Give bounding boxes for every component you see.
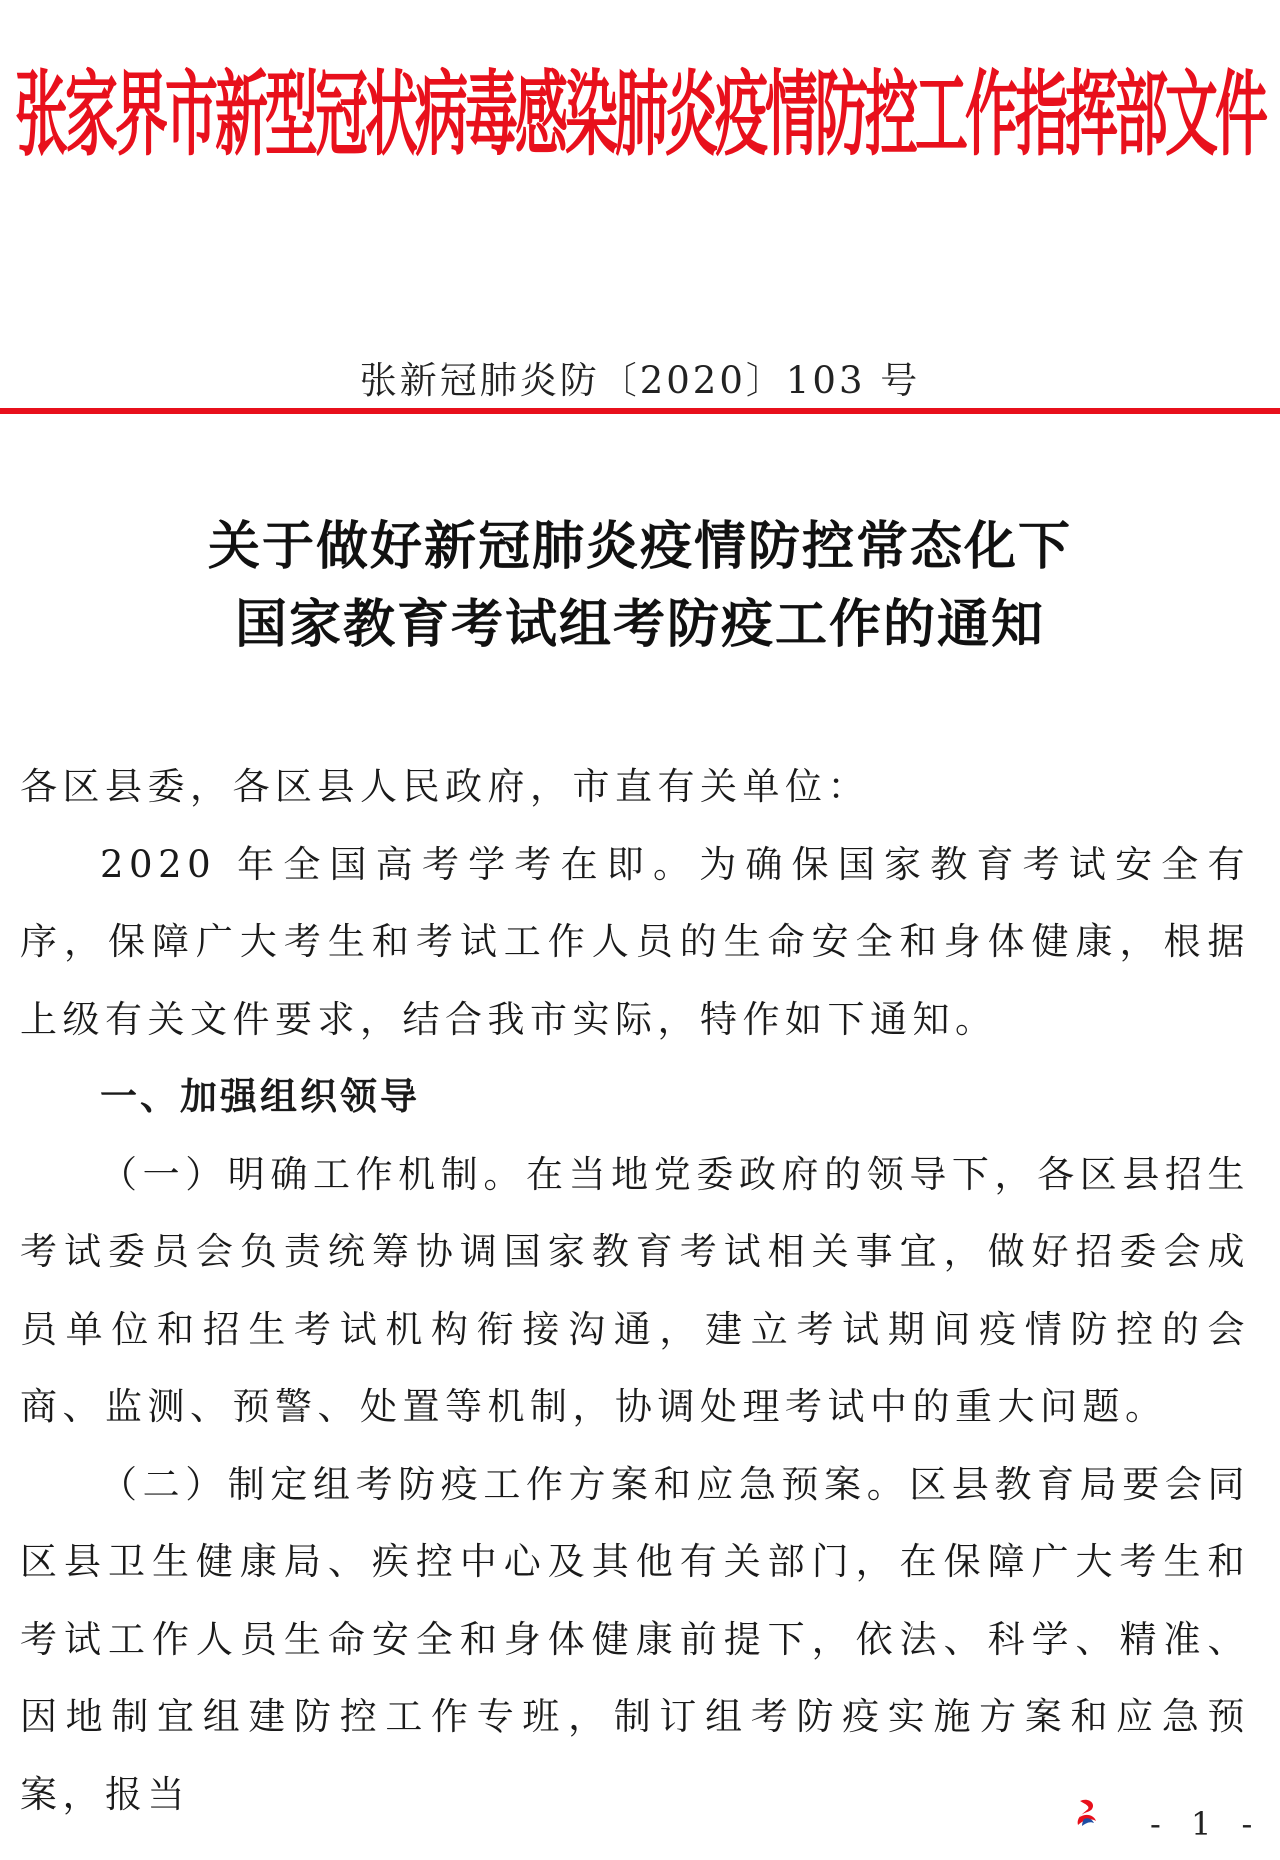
flame-logo-icon (1070, 1795, 1104, 1829)
item-1-text: 在当地党委政府的领导下，各区县招生考试委员会负责统筹协调国家教育考试相关事宜，做好招委会成员单位和招生考试机构衔接沟通，建立考试期间疫情防控的会商、监测、预警、处置等机制，协调处理考试中的重大问题。 (20, 1152, 1251, 1428)
document-body (20, 748, 1250, 1833)
item-2-lead: （二）制定组考防疫工作方案和应急预案。 (100, 1462, 910, 1506)
intro-paragraph: 2020 年全国高考学考在即。为确保国家教育考试安全有序，保障广大考生和考试工作人员的生命安全和身体健康，根据上级有关文件要求，结合我市实际，特作如下通知。 (20, 842, 1250, 1041)
salutation: 各区县委，各区县人民政府，市直有关单位： (20, 765, 870, 808)
red-divider (0, 408, 1280, 414)
item-2-text: 区县教育局要会同区县卫生健康局、疾控中心及其他有关部门，在保障广大考生和考试工作人员生命安全和身体健康前提下，依法、科学、精准、因地制宜组建防控工作专班，制订组考防疫实施方案和应急预案，报当 (20, 1462, 1251, 1816)
masthead (0, 18, 1280, 198)
item-2-paragraph (20, 1446, 1250, 1834)
section-heading-1: 一、加强组织领导 (100, 1075, 420, 1118)
page-number: - 1 - (1150, 1805, 1263, 1843)
item-1-lead: （一）明确工作机制。 (100, 1152, 526, 1196)
issuer-title: 张家界市新型冠状病毒感染肺炎疫情防控工作指挥部文件 (15, 62, 1265, 170)
document-title (0, 508, 1280, 664)
document-number: 张新冠肺炎防〔2020〕103 号 (359, 359, 921, 402)
item-1-paragraph (20, 1136, 1250, 1446)
document-title-line-1: 关于做好新冠肺炎疫情防控常态化下 (207, 516, 1072, 577)
document-title-line-2: 国家教育考试组考防疫工作的通知 (234, 594, 1045, 655)
